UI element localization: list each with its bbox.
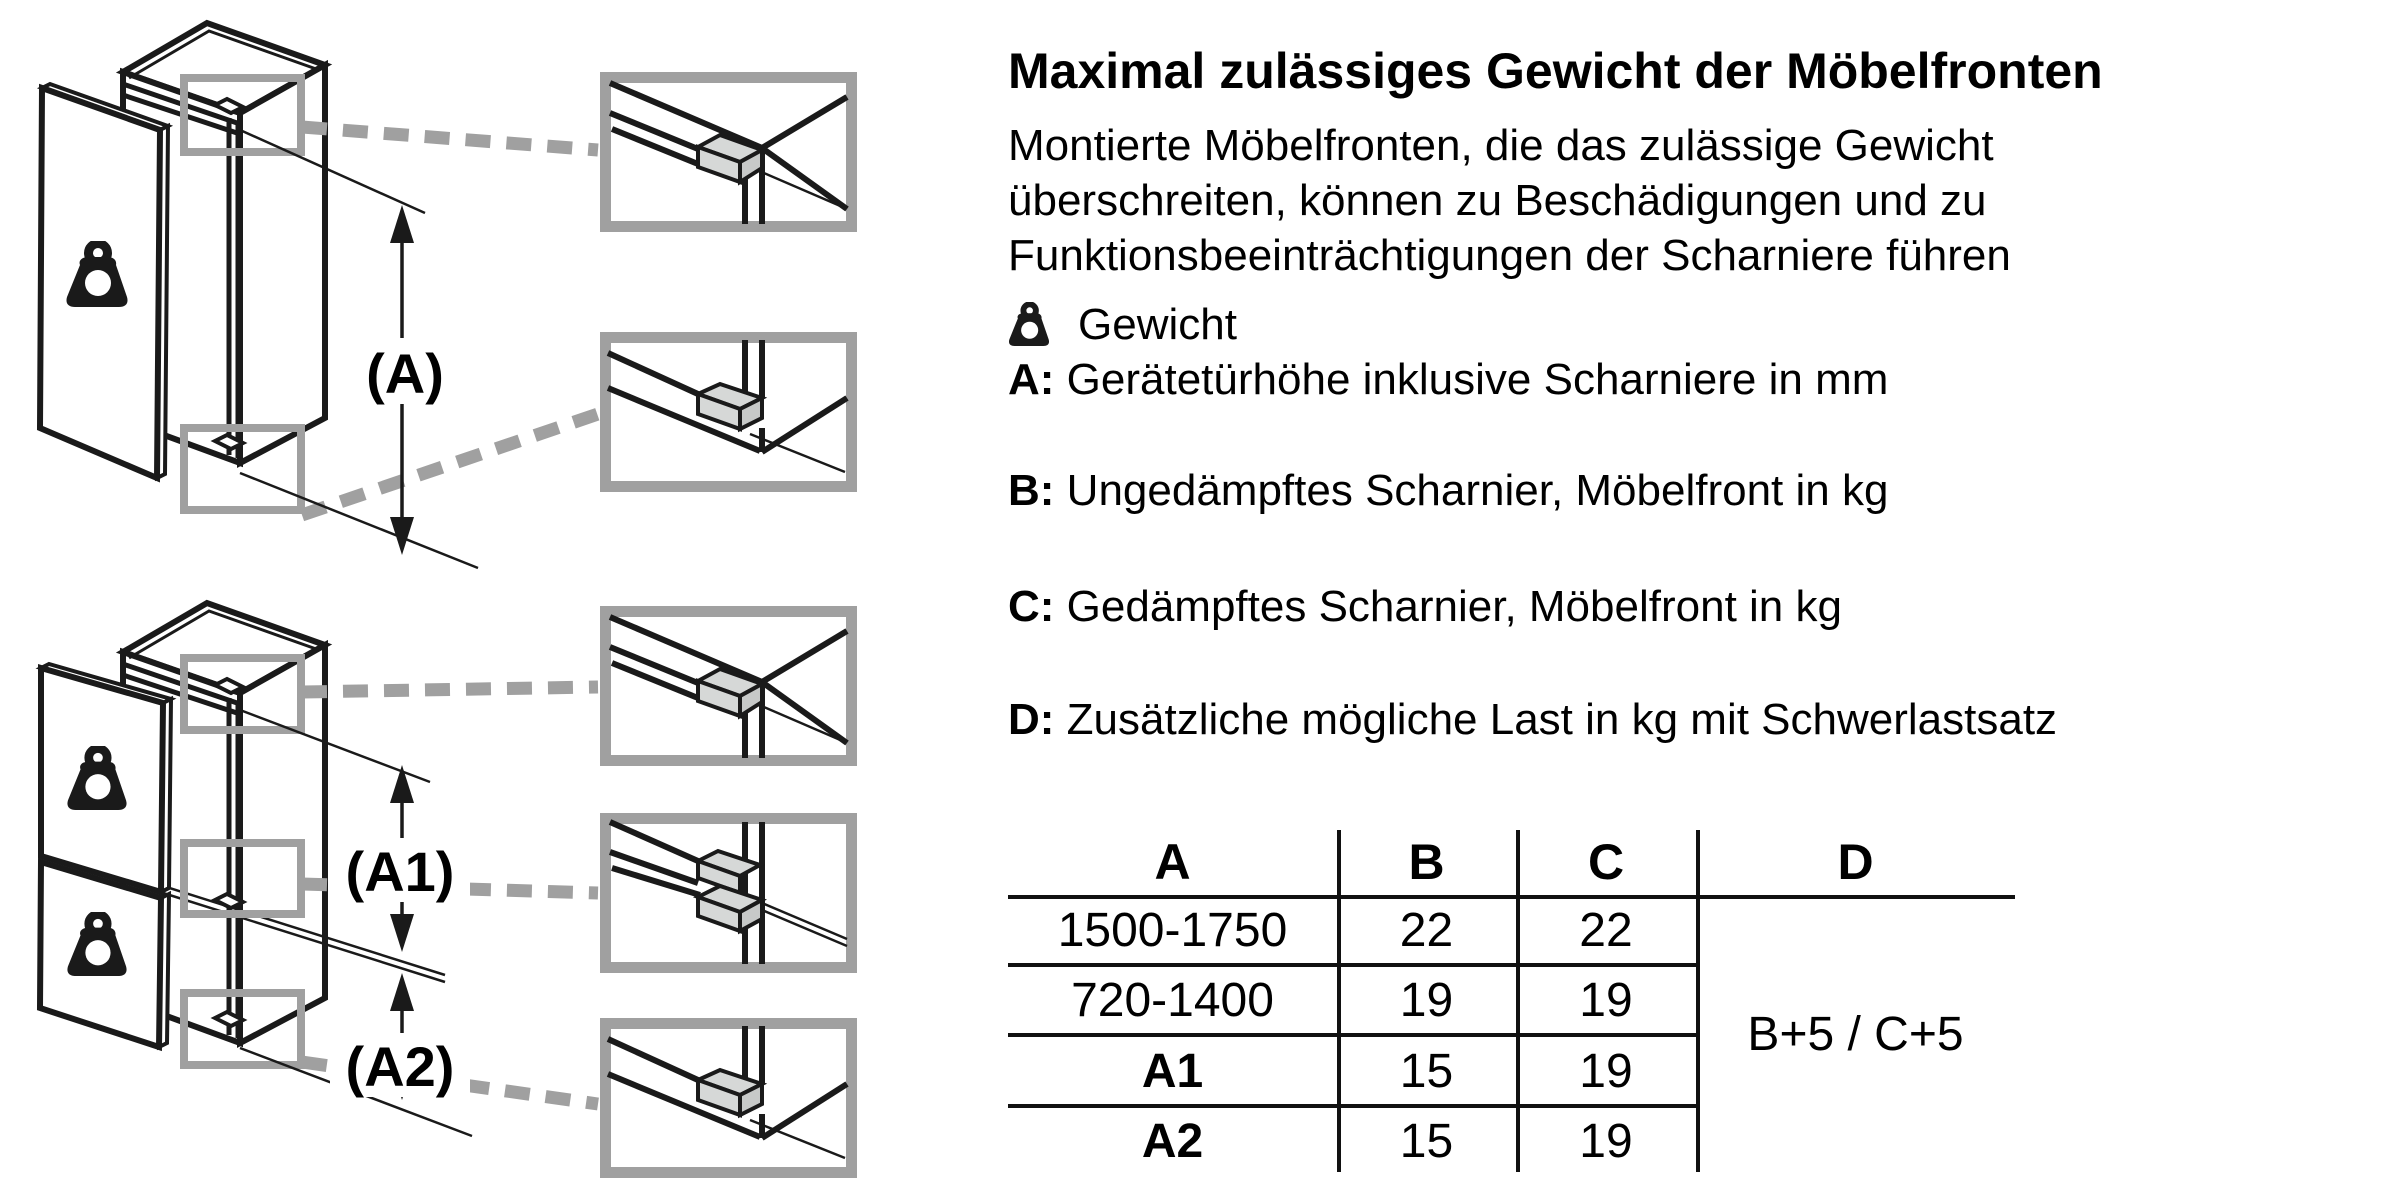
table-header-a: A	[1154, 834, 1191, 890]
table-row-rule	[1008, 963, 1696, 967]
legend-text: Gerätetürhöhe inklusive Scharniere in mm	[1066, 355, 1889, 404]
legend-item-c	[1008, 582, 1842, 632]
table-header-c: C	[1587, 834, 1625, 890]
table-cell: 19	[1579, 1044, 1633, 1098]
legend-item-d	[1008, 695, 2057, 745]
table-cell: 19	[1579, 1114, 1633, 1168]
legend-weight-row	[1008, 300, 1237, 350]
dimension-arrow-a	[364, 205, 446, 555]
legend-key: D:	[1008, 695, 1055, 744]
legend-text: Gedämpftes Scharnier, Möbelfront in kg	[1066, 582, 1842, 631]
legend-key: B:	[1008, 466, 1055, 515]
page-title: Maximal zulässiges Gewicht der Möbelfronten	[1008, 42, 2103, 99]
legend-text: Ungedämpftes Scharnier, Möbelfront in kg	[1066, 466, 1889, 515]
table-cell: 1500-1750	[1057, 903, 1288, 957]
fridge-diagram-single	[40, 23, 852, 568]
weight-table	[1008, 830, 2018, 1175]
table-cell: 22	[1579, 903, 1633, 957]
legend-weight-label: Gewicht	[1078, 300, 1237, 349]
dimension-label-a: (A)	[366, 342, 444, 405]
legend-key: A:	[1008, 355, 1055, 404]
table-cell: 15	[1399, 1044, 1454, 1098]
table-cell: 22	[1399, 903, 1454, 957]
legend-item-a	[1008, 355, 1888, 405]
legend-item-b	[1008, 466, 1888, 516]
table-cell: 19	[1399, 973, 1454, 1027]
table-header-b: B	[1408, 834, 1445, 890]
legend-text: Zusätzliche mögliche Last in kg mit Schwerlastsatz	[1066, 695, 2058, 744]
table-cell-d-merged: B+5 / C+5	[1747, 1007, 1964, 1061]
fridge-diagram-combi	[40, 603, 852, 1173]
table-cell: 15	[1399, 1114, 1454, 1168]
dimension-arrow-a1	[330, 765, 470, 952]
table-cell: A2	[1141, 1114, 1204, 1168]
dimension-label-a2: (A2)	[345, 1035, 455, 1098]
detail-view-top-hinge	[606, 78, 852, 227]
detail-view-middle-hinge	[606, 819, 852, 968]
table-cell: 19	[1579, 973, 1633, 1027]
paragraph-line: Montierte Möbelfronten, die das zulässige Gewicht	[1008, 121, 1994, 170]
legend-key: C:	[1008, 582, 1055, 631]
paragraph-line: überschreiten, können zu Beschädigungen und zu	[1008, 176, 1987, 225]
intro-paragraph	[1008, 118, 2011, 283]
detail-view-top-hinge	[606, 612, 852, 761]
installation-diagram	[0, 0, 1000, 1200]
furniture-front-panel	[40, 84, 168, 478]
table-cell: A1	[1141, 1044, 1204, 1098]
detail-view-bottom-hinge	[606, 1024, 852, 1173]
detail-view-bottom-hinge	[606, 338, 852, 487]
dimension-arrow-a2	[330, 973, 470, 1100]
dimension-label-a1: (A1)	[345, 840, 455, 903]
table-header-d: D	[1837, 834, 1874, 890]
table-row-rule	[1008, 1104, 1696, 1108]
table-cell: 720-1400	[1071, 973, 1274, 1027]
table-row-rule	[1008, 1033, 1696, 1037]
paragraph-line: Funktionsbeeinträchtigungen der Scharniere führen	[1008, 231, 2011, 280]
furniture-front-panel-upper	[41, 664, 171, 892]
weight-icon	[1008, 302, 1050, 348]
callout-connectors	[302, 127, 598, 515]
